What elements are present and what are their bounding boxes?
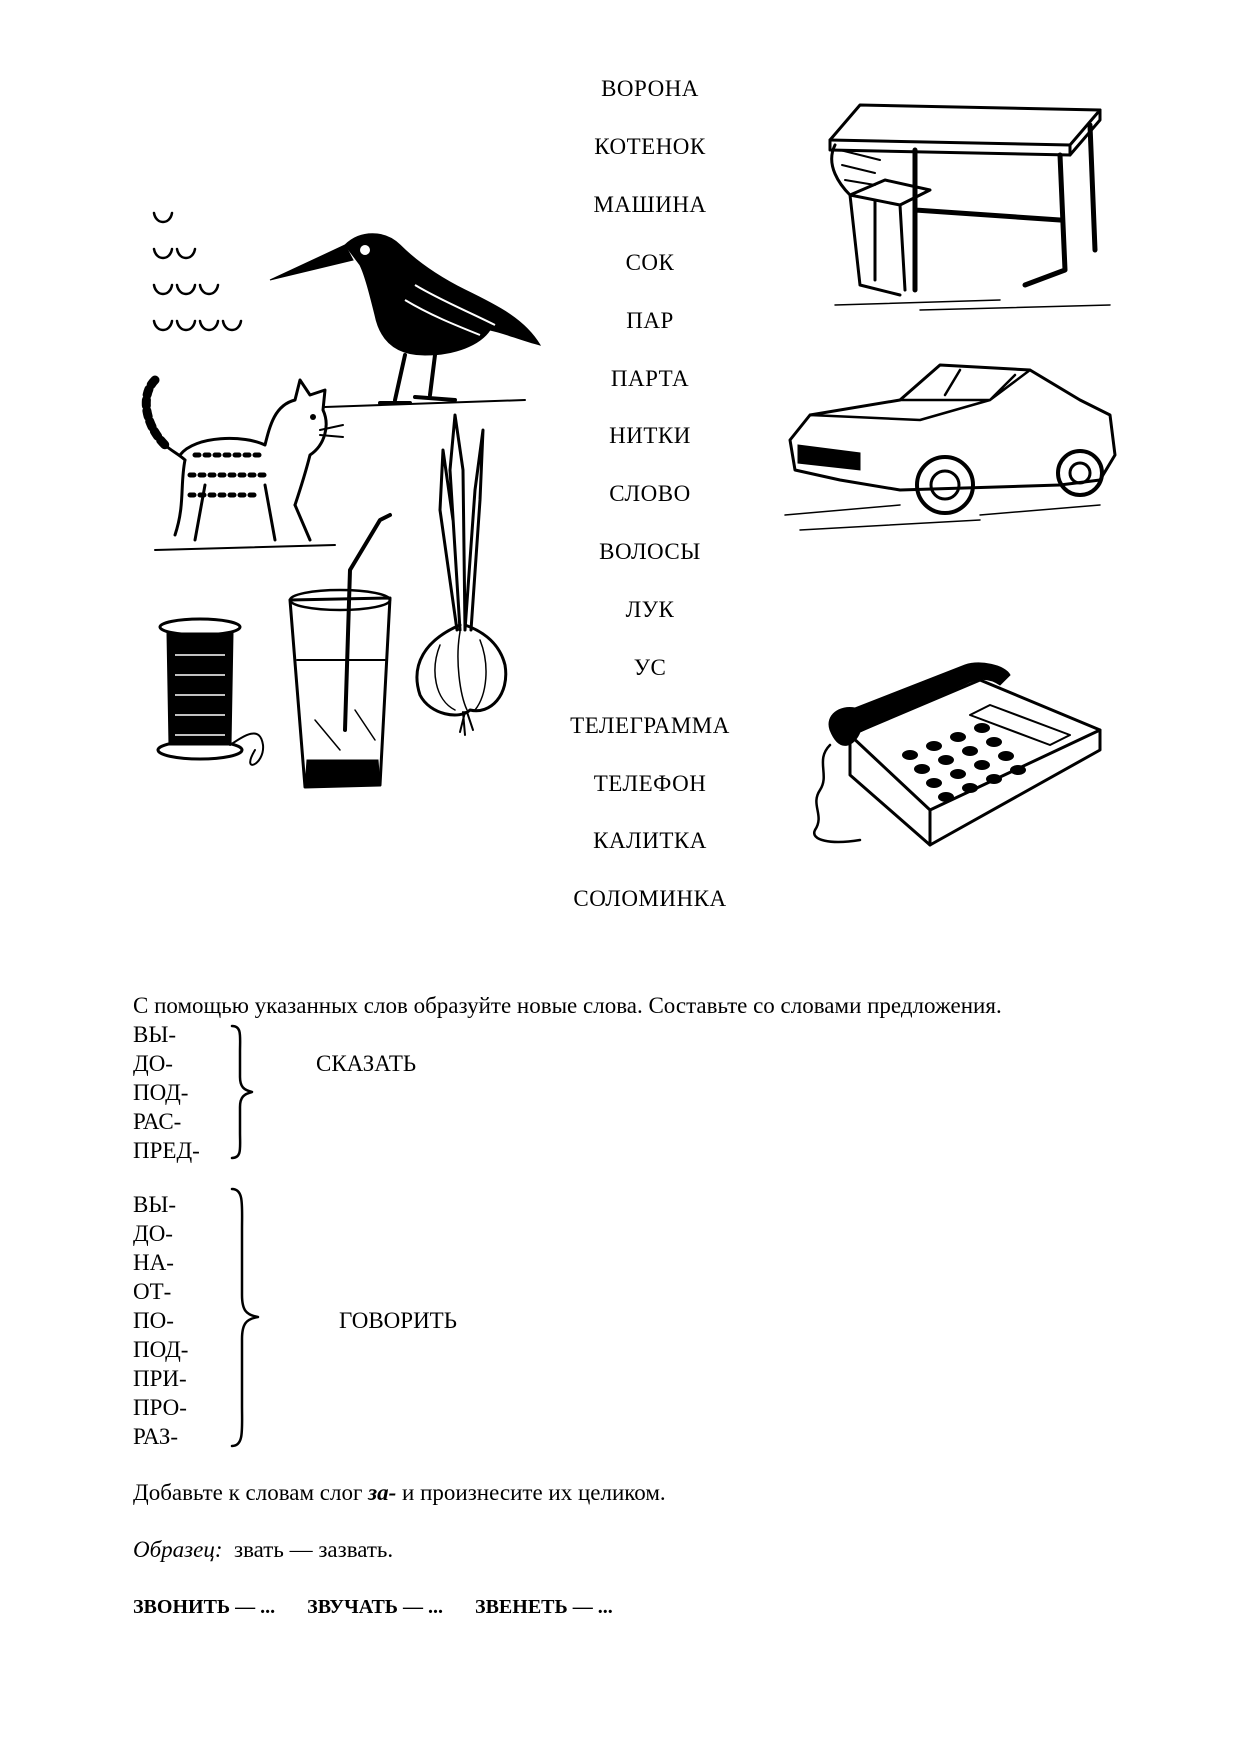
brace-group1	[228, 1022, 258, 1162]
keypad-button	[950, 769, 966, 779]
syllable-arc	[154, 249, 172, 258]
keypad-button	[926, 741, 942, 751]
prefix-item: ПРИ-	[133, 1366, 187, 1391]
syllable-arc	[200, 285, 218, 294]
word-item: ТЕЛЕГРАММА	[570, 713, 730, 738]
word-item: СЛОВО	[609, 481, 691, 506]
task2-instruction	[133, 1480, 666, 1506]
word-item: МАШИНА	[593, 192, 707, 217]
syllable-highlight: за-	[368, 1480, 397, 1505]
exercise-item: ЗВОНИТЬ — ...	[133, 1596, 276, 1618]
glass-picture	[285, 510, 405, 800]
keypad-button	[950, 732, 966, 742]
word-item: КАЛИТКА	[593, 828, 707, 853]
word-item: ВОЛОСЫ	[599, 539, 701, 564]
syllable-arc	[154, 285, 172, 294]
word-item: УС	[633, 655, 667, 680]
word-item: СОЛОМИНКА	[573, 886, 727, 911]
exercise-item: ЗВУЧАТЬ — ...	[307, 1596, 444, 1618]
keypad-button	[998, 751, 1014, 761]
spool-picture	[145, 615, 275, 775]
keypad-button	[938, 792, 954, 802]
prefix-item: НА-	[133, 1250, 174, 1275]
word-item: ТЕЛЕФОН	[593, 771, 707, 796]
keypad-button	[974, 760, 990, 770]
telephone-picture	[800, 660, 1110, 860]
example-text: звать — зазвать.	[234, 1537, 394, 1562]
prefix-item: ДО-	[133, 1221, 173, 1246]
prefix-item: ПРЕД-	[133, 1138, 200, 1163]
task1-instruction: С помощью указанных слов образуйте новые слова. Составьте со словами предложения.	[133, 993, 1002, 1018]
syllable-arc	[177, 321, 195, 330]
word-item: НИТКИ	[609, 423, 691, 448]
word-item: ЛУК	[625, 597, 675, 622]
example-label: Образец:	[133, 1537, 223, 1562]
word-item: ПАРТА	[610, 366, 690, 391]
keypad-button	[974, 723, 990, 733]
brace-group2	[228, 1185, 264, 1450]
syllable-arc	[223, 321, 241, 330]
prefix-item: РАС-	[133, 1109, 182, 1134]
root-word: ГОВОРИТЬ	[339, 1308, 457, 1333]
keypad-button	[986, 774, 1002, 784]
instruction-end: и произнесите их целиком.	[396, 1480, 666, 1505]
prefix-item: ОТ-	[133, 1279, 172, 1304]
word-item: КОТЕНОК	[594, 134, 706, 159]
keypad-button	[938, 755, 954, 765]
prefix-item: ВЫ-	[133, 1192, 177, 1217]
root-word: СКАЗАТЬ	[316, 1051, 417, 1076]
keypad-button	[962, 746, 978, 756]
example-line	[133, 1537, 393, 1563]
exercise-item: ЗВЕНЕТЬ — ...	[475, 1596, 613, 1618]
keypad-button	[962, 783, 978, 793]
keypad-button	[914, 764, 930, 774]
keypad-button	[926, 778, 942, 788]
syllable-arc	[154, 321, 172, 330]
word-item: ВОРОНА	[601, 76, 699, 101]
word-item: СОК	[625, 250, 675, 275]
prefix-item: ПОД-	[133, 1337, 189, 1362]
keypad-button	[986, 737, 1002, 747]
prefix-item: ДО-	[133, 1051, 173, 1076]
word-item: ПАР	[626, 308, 674, 333]
syllable-arc	[177, 249, 195, 258]
prefix-item: РАЗ-	[133, 1424, 179, 1449]
keypad-button	[1010, 765, 1026, 775]
syllable-arc	[154, 213, 172, 222]
prefix-item: ВЫ-	[133, 1022, 177, 1047]
syllable-arc	[200, 321, 218, 330]
prefix-item: ПОД-	[133, 1080, 189, 1105]
exercise-row	[133, 1596, 613, 1619]
onion-picture	[405, 410, 525, 740]
desk-picture	[820, 85, 1120, 325]
car-picture	[780, 355, 1120, 545]
syllable-scheme	[150, 205, 260, 340]
syllable-arc	[177, 285, 195, 294]
prefix-item: ПРО-	[133, 1395, 187, 1420]
prefix-item: ПО-	[133, 1308, 174, 1333]
instruction-start: Добавьте к словам слог	[133, 1480, 369, 1505]
keypad-button	[902, 750, 918, 760]
